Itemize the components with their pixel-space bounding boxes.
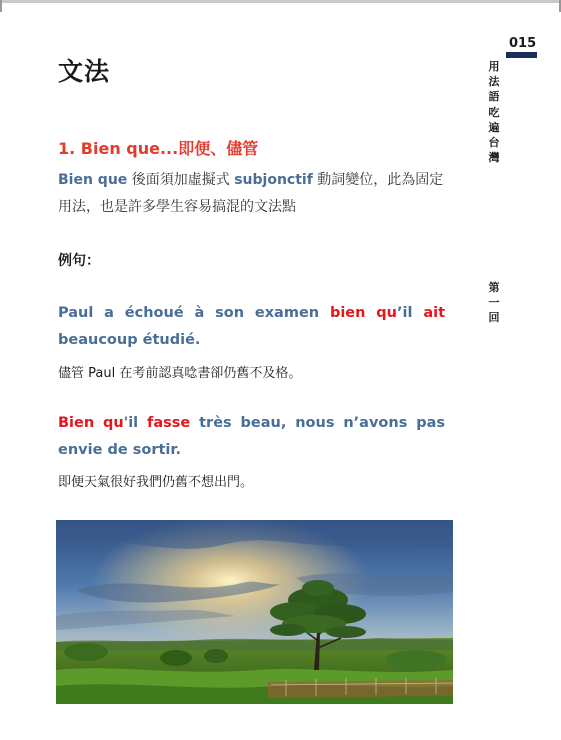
example-2-french	[58, 410, 445, 464]
landscape-photo	[56, 520, 453, 704]
side-book-title: 用法語吃遍台灣	[488, 60, 500, 165]
ex1-part-3: beaucoup étudié.	[58, 332, 201, 348]
top-border	[0, 0, 561, 3]
desc-text-2: 動詞變位，此為固定用法，也是許多學生容易搞混的文法點	[58, 172, 444, 215]
example-2-chinese: 即便天氣很好我們仍舊不想出門。	[58, 475, 254, 490]
ex2-part-2: très beau, nous n’avons pas envie de sortir.	[58, 415, 445, 458]
keyword-bien-que: Bien que	[58, 172, 128, 188]
side-episode-label: 第一回	[488, 281, 500, 325]
desc-text-1: 後面須加虛擬式	[127, 172, 235, 188]
ex1-qu: qu	[365, 305, 398, 321]
section-heading: 1. Bien que...即便、儘管	[58, 139, 259, 158]
ex2-fasse: fasse	[147, 415, 191, 431]
example-1-french	[58, 300, 445, 354]
ex1-ait: ait	[423, 305, 445, 321]
example-label: 例句：	[58, 253, 100, 269]
page-number: 015	[509, 36, 537, 51]
crop-mark-left	[0, 0, 2, 12]
ex2-bien-qu: Bien qu	[58, 415, 124, 431]
ex1-part-1: Paul a échoué à son examen	[58, 305, 330, 321]
ex1-bien: bien	[329, 305, 366, 321]
page-number-bar	[506, 52, 537, 58]
ex2-part-1: 'il	[123, 415, 148, 431]
ex1-part-2: ’il	[397, 305, 424, 321]
keyword-subjonctif: subjonctif	[234, 172, 313, 188]
example-1-chinese: 儘管 Paul 在考前認真唸書卻仍舊不及格。	[58, 366, 302, 381]
page-title: 文法	[58, 57, 111, 86]
grammar-description	[58, 167, 453, 221]
